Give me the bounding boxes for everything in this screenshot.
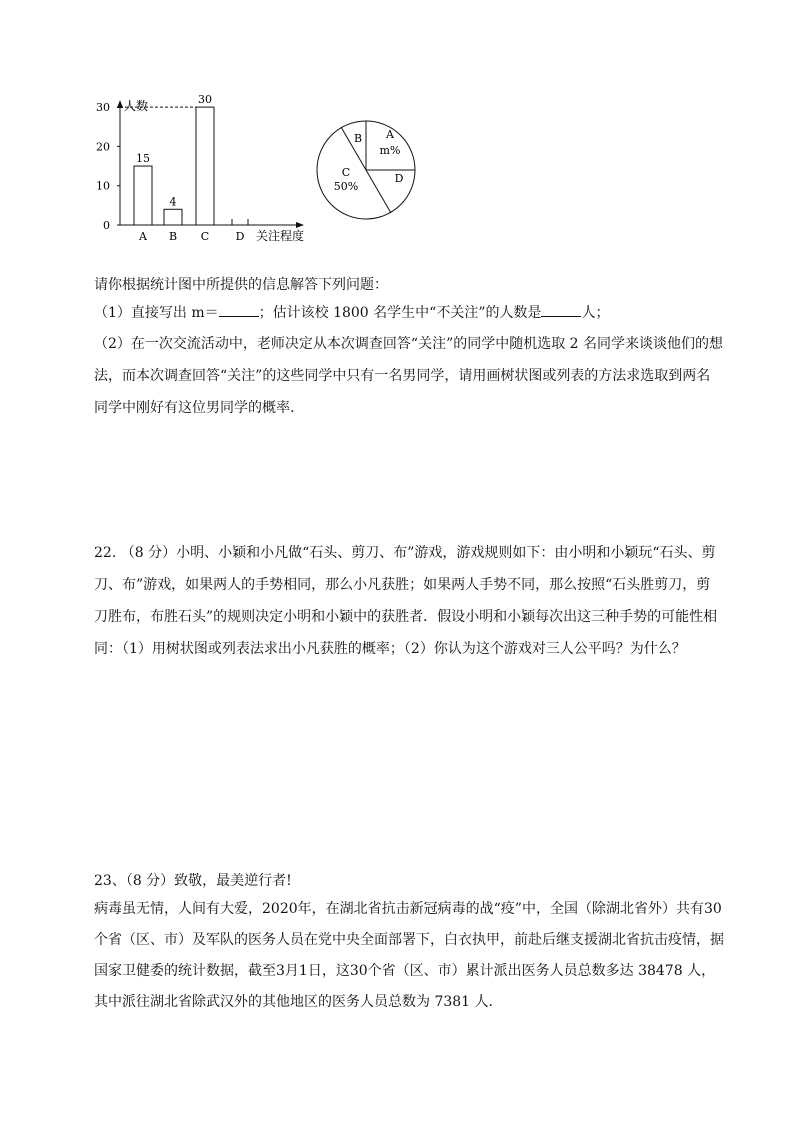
- problem-22: 22. （8 分）小明、小颖和小凡做“石头、剪刀、布”游戏，游戏规则如下：由小明和小颖玩“石头、剪刀、布”游戏，如果两人的手势相同，那么小凡获胜；如果两人手势不同，那么按照“石头胜剪刀，剪刀胜布，布胜石头”的规则决定小明和小颖中的获胜者．假设小明和小颖每次出这三种手势的可能性相同：（1）用树状图或列表法求出小凡获胜的概率；（2）你认为这个游戏对三人公平吗？为什么？: [94, 545, 718, 657]
- question-1: [94, 298, 724, 328]
- pie-label-b: B: [353, 132, 363, 145]
- pie-label-a: A: [386, 128, 394, 141]
- y-tick-label: 30: [96, 101, 110, 115]
- category-label-c: C: [200, 230, 210, 243]
- intro-text: 请你根据统计图中所提供的信息解答下列问题：: [94, 277, 388, 293]
- bar-b: [164, 209, 182, 225]
- q1-part-a: （1）直接写出 m＝: [94, 305, 219, 321]
- bar-layer: [96, 93, 248, 243]
- answer-blank-count[interactable]: [541, 302, 581, 317]
- problem-23-title: 23、（8 分）致敬，最美逆行者!: [94, 873, 292, 889]
- y-tick-label: 0: [103, 219, 110, 232]
- category-label-a: A: [139, 230, 147, 243]
- answer-blank-m[interactable]: [219, 302, 259, 317]
- y-tick-label: 10: [96, 179, 110, 193]
- statistics-figures: [92, 92, 452, 252]
- bar-value-label: 15: [136, 152, 150, 166]
- y-axis-label: 人数: [124, 99, 149, 113]
- pie-label-d: D: [394, 172, 404, 185]
- pie-value-c: 50%: [333, 180, 359, 193]
- q1-part-c: 人；: [581, 305, 610, 321]
- x-axis-arrow: [296, 222, 304, 228]
- pie-label-c: C: [341, 166, 351, 179]
- figures-svg: [92, 92, 452, 252]
- bar-a: [134, 166, 152, 225]
- category-label-b: B: [168, 230, 178, 243]
- question-2: （2）在一次交流活动中，老师决定从本次调查回答“关注”的同学中随机选取 2 名同学来谈谈他们的想法，而本次调查回答“关注”的这些同学中只有一名男同学，请用画树状图或列表的方法求选取到两名同学中刚好有这位男同学的概率.: [94, 336, 724, 416]
- q1-part-b: ；估计该校 1800 名学生中“不关注”的人数是: [258, 305, 542, 321]
- bar-value-label: 4: [169, 195, 177, 209]
- x-axis-label: 关注程度: [256, 229, 305, 243]
- problem-23-body: 病毒虽无情，人间有大爱，2020年，在湖北省抗击新冠病毒的战“疫”中，全国（除湖北省外）共有30个省（区、市）及军队的医务人员在党中央全面部署下，白衣执甲，前赴后继支援湖北省抗击疫情，据国家卫健委的统计数据，截至3月1日，这30个省（区、市）累计派出医务人员总数多达 38478 人，其中派往湖北省除武汉外的其他地区的医务人员总数为 7381 人.: [94, 901, 724, 1010]
- bar-value-label: 30: [198, 93, 212, 107]
- bar-c: [196, 107, 214, 225]
- y-tick-label: 20: [96, 140, 110, 154]
- category-label-d: D: [235, 230, 245, 243]
- pie-value-a: m%: [379, 144, 401, 157]
